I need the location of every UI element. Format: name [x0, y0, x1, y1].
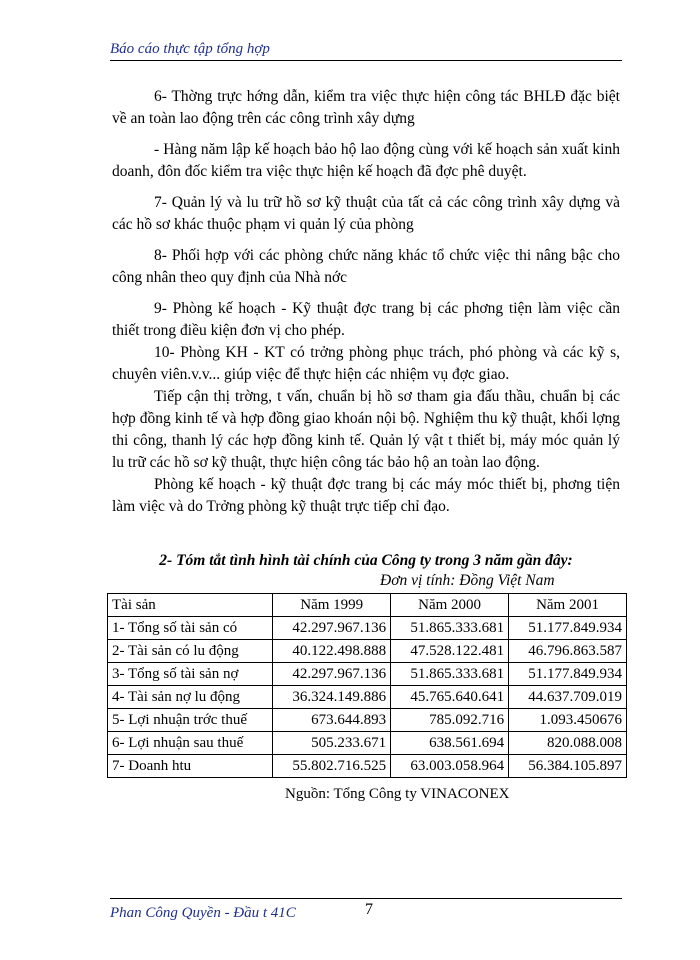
row-label: 2- Tài sản có lu động: [108, 640, 273, 663]
cell-value: 56.384.105.897: [509, 755, 627, 778]
table-row: [108, 732, 627, 755]
row-label: 7- Doanh htu: [108, 755, 273, 778]
header-cell: Tài sản: [108, 594, 273, 617]
table-row: [108, 755, 627, 778]
cell-value: 638.561.694: [391, 732, 509, 755]
cell-value: 45.765.640.641: [391, 686, 509, 709]
row-label: 3- Tổng số tài sản nợ: [108, 663, 273, 686]
table-row: [108, 617, 627, 640]
header-title: Báo cáo thực tập tổng hợp: [110, 41, 270, 57]
footer-author: Phan Công Quyền - Đầu t 41C: [110, 905, 296, 921]
paragraph: 7- Quản lý và lu trữ hồ sơ kỹ thuật của tất cả các công trình xây dựng và các hồ sơ khác thuộc phạm vi quản lý của phòng: [112, 194, 620, 233]
cell-value: 673.644.893: [273, 709, 391, 732]
cell-value: 820.088.008: [509, 732, 627, 755]
cell-value: 55.802.716.525: [273, 755, 391, 778]
page-footer: [110, 898, 622, 921]
cell-value: 51.865.333.681: [391, 617, 509, 640]
header-cell: Năm 2001: [509, 594, 627, 617]
cell-value: 1.093.450676: [509, 709, 627, 732]
paragraph: 9- Phòng kế hoạch - Kỹ thuật đợc trang bị các phơng tiện làm việc cần thiết trong điều kiện đơn vị cho phép.: [112, 300, 620, 339]
table-row: [108, 686, 627, 709]
row-label: 6- Lợi nhuận sau thuế: [108, 732, 273, 755]
cell-value: 47.528.122.481: [391, 640, 509, 663]
table-row: [108, 663, 627, 686]
paragraph: 6- Thờng trực hớng dẫn, kiểm tra việc thực hiện công tác BHLĐ đặc biệt về an toàn lao động trên các công trình xây dựng: [112, 88, 620, 127]
row-label: 5- Lợi nhuận trớc thuế: [108, 709, 273, 732]
paragraph: Tiếp cận thị trờng, t vấn, chuẩn bị hồ sơ tham gia đấu thầu, chuẩn bị các hợp đồng kinh tế và hợp đồng giao khoán nội bộ. Nghiệm thu kỹ thuật, khối lợng thi công, thanh lý các hợp đồng kinh tế. Quản lý vật t thiết bị, máy móc quản lý lu trữ các hồ sơ kỹ thuật, thực hiện công tác bảo hộ an toàn lao động.: [112, 388, 620, 471]
currency-unit: Đơn vị tính: Đồng Việt Nam: [380, 572, 555, 589]
body-text: [112, 86, 620, 518]
cell-value: 36.324.149.886: [273, 686, 391, 709]
paragraph: 8- Phối hợp với các phòng chức năng khác tổ chức việc thi nâng bậc cho công nhân theo quy định của Nhà nớc: [112, 247, 620, 286]
cell-value: 51.177.849.934: [509, 663, 627, 686]
page-number: 7: [365, 901, 373, 918]
financial-table: [107, 593, 627, 778]
header-cell: Năm 1999: [273, 594, 391, 617]
paragraph: Phòng kế hoạch - kỹ thuật đợc trang bị các máy móc thiết bị, phơng tiện làm việc và do Trởng phòng kỹ thuật trực tiếp chỉ đạo.: [112, 476, 620, 515]
cell-value: 42.297.967.136: [273, 663, 391, 686]
cell-value: 42.297.967.136: [273, 617, 391, 640]
table-row: [108, 640, 627, 663]
paragraph: - Hàng năm lập kế hoạch bảo hộ lao động cùng với kế hoạch sản xuất kinh doanh, đôn đốc kiểm tra việc thực hiện kế hoạch đã đợc phê duyệt.: [112, 141, 620, 180]
section-title: 2- Tóm tắt tình hình tài chính của Công ty trong 3 năm gần đây:: [159, 552, 573, 569]
cell-value: 51.865.333.681: [391, 663, 509, 686]
cell-value: 46.796.863.587: [509, 640, 627, 663]
page-header: [110, 40, 622, 61]
table-row: [108, 709, 627, 732]
cell-value: 51.177.849.934: [509, 617, 627, 640]
cell-value: 63.003.058.964: [391, 755, 509, 778]
cell-value: 44.637.709.019: [509, 686, 627, 709]
cell-value: 40.122.498.888: [273, 640, 391, 663]
table-header-row: [108, 594, 627, 617]
cell-value: 785.092.716: [391, 709, 509, 732]
paragraph: 10- Phòng KH - KT có trởng phòng phục trách, phó phòng và các kỹ s, chuyên viên.v.v... giúp việc để thực hiện các nhiệm vụ đợc giao.: [112, 344, 620, 383]
row-label: 4- Tài sản nợ lu động: [108, 686, 273, 709]
header-cell: Năm 2000: [391, 594, 509, 617]
table-source: Nguồn: Tổng Công ty VINACONEX: [285, 786, 510, 802]
cell-value: 505.233.671: [273, 732, 391, 755]
row-label: 1- Tổng số tài sản có: [108, 617, 273, 640]
